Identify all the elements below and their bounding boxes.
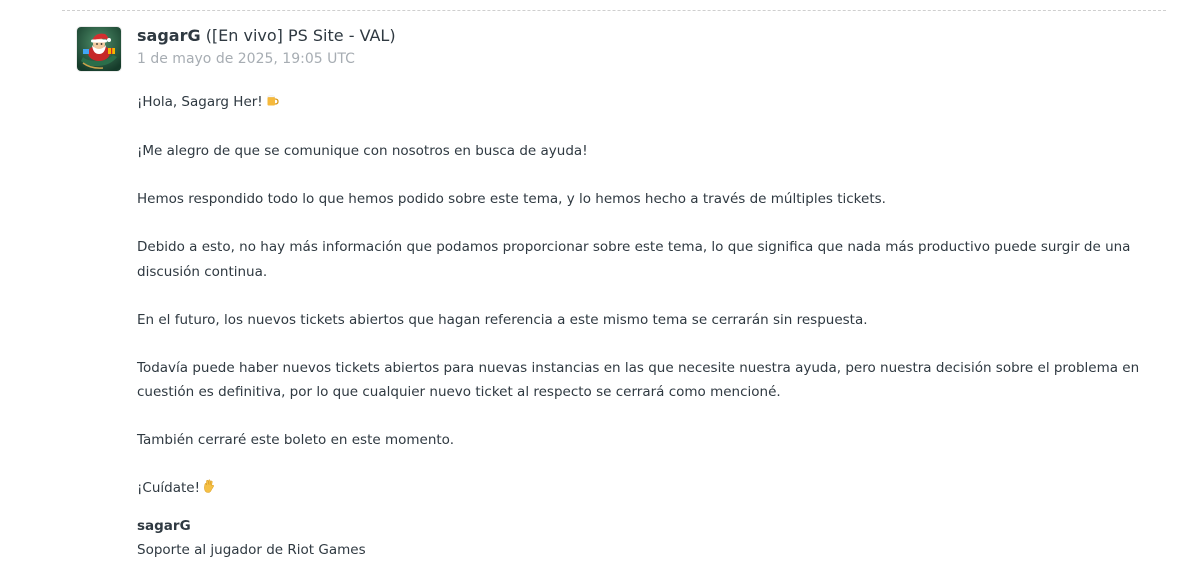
paragraph-5: Todavía puede haber nuevos tickets abiertos para nuevas instancias en las que necesite nuestra ayuda, pero nuestra decisión sobre el problema en cuestión es definitiva, por lo que cualquier nuevo ticket al respecto se cerrará como mencioné. [137,359,1140,400]
author-avatar[interactable] [77,27,121,71]
paragraph-4: En el futuro, los nuevos tickets abiertos que hagan referencia a este mismo tema se cerrarán sin respuesta. [137,311,868,328]
santa-avatar-icon [77,27,121,71]
comment-timestamp[interactable]: 1 de mayo de 2025, 19:05 UTC [137,51,355,67]
author-name[interactable]: sagarG [137,26,201,45]
closing-text: ¡Cuídate! [137,480,200,496]
comment-divider [62,10,1166,11]
signature-role: Soporte al jugador de Riot Games [137,542,366,558]
waving-hand-icon [203,477,215,502]
greeting-text: ¡Hola, Sagarg Her! [137,94,263,110]
signature [137,514,366,562]
comment-body [137,90,1177,525]
beer-mug-icon [266,91,279,116]
closing-paragraph [137,476,1177,502]
paragraph-1: ¡Me alegro de que se comunique con nosotros en busca de ayuda! [137,143,588,159]
author-line [137,25,396,47]
paragraph-2: Hemos respondido todo lo que hemos podido sobre este tema, y lo hemos hecho a través de múltiples tickets. [137,191,886,207]
comment-header [137,25,396,69]
signature-name: sagarG [137,518,191,534]
paragraph-6: También cerraré este boleto en este momento. [137,432,454,448]
greeting-paragraph [137,90,1177,116]
paragraph-3: Debido a esto, no hay más información que podamos proporcionar sobre este tema, lo que significa que nada más productivo puede surgir de una discusión continua. [137,239,1131,280]
author-channel: ([En vivo] PS Site - VAL) [205,26,396,45]
